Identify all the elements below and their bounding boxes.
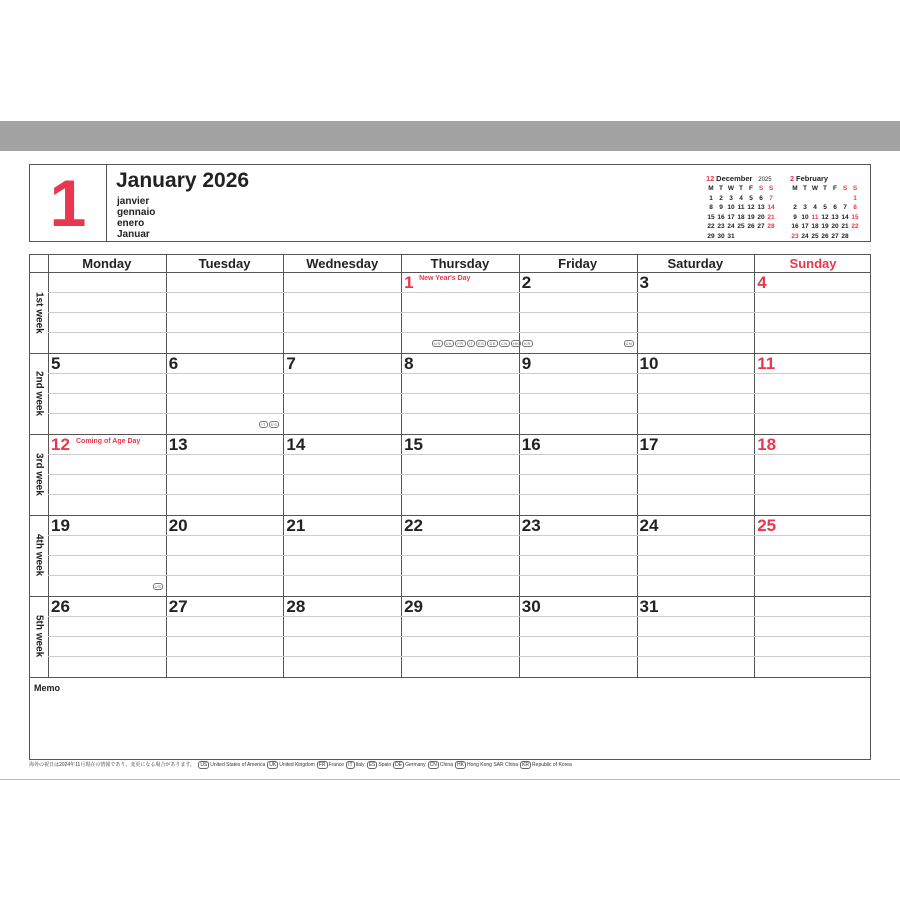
country-tag: IT: [468, 341, 474, 346]
mini-next-date: 20: [831, 223, 839, 230]
memo-label: Memo: [34, 683, 61, 693]
day-number: 4: [757, 273, 767, 292]
mini-prev-date: [756, 232, 766, 242]
footer-country-name: Germany: [405, 762, 426, 768]
mini-prev-date: [736, 232, 746, 242]
mini-next-date: 18: [811, 223, 819, 230]
top-gray-band: [0, 121, 900, 151]
writing-line: [48, 454, 870, 455]
dow-header-sunday: Sunday: [789, 256, 837, 271]
footer-country-code: UK: [269, 762, 277, 768]
column-divider: [754, 255, 755, 677]
country-tag: KR: [524, 341, 531, 346]
mini-prev-date: 9: [719, 204, 723, 211]
footer-country-name: Spain: [378, 762, 392, 768]
mini-prev-date: 11: [737, 204, 745, 211]
header-divider: [30, 272, 870, 273]
mini-prev-date: 2: [719, 194, 723, 202]
mini-next-date: 4: [813, 204, 817, 211]
day-number: 8: [404, 354, 414, 373]
mini-prev-date: 26: [747, 223, 755, 230]
mini-next-date: 7: [843, 204, 847, 211]
mini-next-grid: [790, 184, 860, 241]
day-number: 2: [521, 273, 532, 292]
mini-prev-date: 5: [749, 194, 753, 202]
dow-header-saturday: Saturday: [667, 256, 724, 271]
footer-country-code: CN: [429, 762, 437, 768]
week-divider: [30, 434, 870, 435]
month-header: [29, 164, 871, 242]
country-tag: UK: [445, 341, 453, 346]
mini-next-date: [800, 194, 810, 204]
mini-next-date: [810, 194, 820, 204]
day-number: 23: [521, 516, 541, 535]
week-label: 4th week: [33, 534, 45, 577]
week-divider: [30, 677, 870, 678]
day-number: 24: [639, 516, 659, 535]
mini-next-month-num: 2: [790, 174, 795, 183]
mini-prev-date: 20: [757, 213, 765, 221]
mini-prev-date: 18: [737, 213, 745, 221]
writing-line: [48, 292, 870, 293]
mini-prev-date: 7: [769, 194, 773, 202]
mini-prev-date: 6: [759, 194, 763, 202]
mini-next-date: 14: [841, 213, 849, 221]
week-label-divider: [48, 255, 49, 677]
page-title: January 2026: [116, 169, 250, 192]
mini-prev-month-num: 12: [706, 174, 715, 183]
mini-next-date: [790, 194, 800, 204]
dow-header-tuesday: Tuesday: [198, 256, 251, 271]
week-label: 3rd week: [33, 453, 45, 496]
mini-prev-date: 17: [727, 213, 735, 221]
week-label: 5th week: [33, 615, 45, 658]
footer-country-name: Italy: [355, 762, 365, 768]
mini-prev-dow: T: [739, 185, 743, 192]
mini-prev-date: 31: [727, 232, 735, 240]
mini-next-date: [830, 194, 840, 204]
day-number: 27: [168, 597, 188, 616]
mini-prev-date: 13: [757, 204, 765, 211]
dow-header-friday: Friday: [558, 256, 598, 271]
writing-line: [48, 636, 870, 637]
mini-next-date: 9: [793, 213, 797, 221]
holiday-label: Coming of Age Day: [76, 438, 141, 445]
holiday-label: New Year's Day: [419, 275, 471, 282]
mini-next-date: [850, 232, 860, 242]
column-divider: [519, 255, 520, 677]
week-divider: [30, 353, 870, 354]
day-number: 20: [168, 516, 188, 535]
mini-calendar-next: [790, 174, 860, 241]
day-number: 16: [521, 435, 541, 454]
mini-next-date: 22: [851, 223, 859, 230]
week-divider: [30, 515, 870, 516]
month-name-de: Januar: [117, 229, 150, 240]
country-tag: DE: [489, 341, 497, 346]
footer-country-code: KR: [522, 762, 530, 768]
day-number: 10: [639, 354, 659, 373]
mini-prev-date: 3: [729, 194, 733, 202]
footer-country-name: France: [328, 762, 345, 768]
month-names: [117, 196, 155, 240]
week-label: 1st week: [33, 291, 45, 334]
mini-prev-date: 29: [707, 232, 715, 240]
mini-next-date: 11: [811, 213, 819, 221]
country-tag: ES: [478, 341, 485, 346]
mini-prev-date: 21: [767, 213, 775, 221]
mini-prev-date: 23: [717, 223, 725, 230]
writing-line: [48, 535, 870, 536]
day-number: 13: [168, 435, 188, 454]
writing-line: [48, 413, 870, 414]
mini-prev-date: [746, 232, 756, 242]
mini-prev-date: 12: [747, 204, 755, 211]
mini-next-date: 24: [801, 232, 809, 240]
intl-holiday-tags: [623, 340, 635, 347]
writing-line: [48, 312, 870, 313]
footer-country-name: United Kingdom: [279, 762, 315, 768]
mini-prev-year: 2025: [758, 177, 772, 183]
week-divider: [30, 596, 870, 597]
country-tag: ES: [270, 422, 278, 427]
intl-holiday-tags: [152, 583, 164, 590]
footer-legend: [29, 761, 572, 769]
month-name-fr: janvier: [117, 196, 150, 207]
mini-next-date: 8: [853, 204, 857, 211]
writing-line: [48, 373, 870, 374]
mini-prev-date: 1: [709, 194, 713, 202]
mini-next-date: 17: [801, 223, 809, 230]
mini-prev-date: 25: [737, 223, 745, 230]
mini-prev-date: 8: [709, 204, 713, 211]
footer-country-code: DE: [395, 762, 403, 768]
mini-next-date: 1: [853, 194, 857, 202]
country-tag: CN: [625, 341, 633, 346]
mini-next-dow: W: [811, 185, 819, 192]
dow-header-monday: Monday: [82, 256, 132, 271]
country-tag: HK: [512, 341, 520, 346]
mini-prev-date: 27: [757, 223, 765, 230]
mini-next-date: 26: [821, 232, 829, 240]
day-number: 17: [639, 435, 659, 454]
footer-country-name: Hong Kong SAR China: [466, 762, 519, 768]
mini-prev-dow: S: [768, 185, 774, 192]
month-grid: [29, 254, 871, 760]
footer-country-code: IT: [348, 762, 353, 768]
writing-line: [48, 474, 870, 475]
day-number: 9: [521, 354, 532, 373]
mini-prev-dow: S: [758, 185, 764, 192]
footer-country-name: Republic of Korea: [532, 762, 572, 768]
writing-line: [48, 575, 870, 576]
footer-country-name: China: [439, 762, 453, 768]
day-number: 7: [286, 354, 296, 373]
dow-header-thursday: Thursday: [430, 256, 490, 271]
writing-line: [48, 656, 870, 657]
country-tag: US: [434, 341, 441, 346]
day-number: 21: [286, 516, 306, 535]
mini-next-dow: S: [852, 185, 858, 192]
mini-prev-dow: F: [749, 185, 753, 192]
day-number: 22: [404, 516, 424, 535]
mini-next-date: 13: [831, 213, 839, 221]
writing-line: [48, 494, 870, 495]
mini-next-date: 6: [833, 204, 837, 211]
mini-next-dow: M: [792, 185, 798, 192]
day-number: 26: [51, 597, 70, 616]
day-number: 29: [404, 597, 424, 616]
mini-next-date: 23: [791, 232, 799, 240]
footer-country-code: ES: [368, 762, 376, 768]
footer-country-code: HK: [456, 762, 464, 768]
mini-prev-date: 19: [747, 213, 755, 221]
day-number: 3: [639, 273, 649, 292]
day-number: 14: [286, 435, 306, 454]
mini-next-date: 15: [851, 213, 859, 221]
mini-next-date: 19: [821, 223, 829, 230]
country-tag: CN: [501, 341, 508, 346]
day-number: 18: [757, 435, 777, 454]
day-number: 25: [757, 516, 777, 535]
week-label: 2nd week: [33, 370, 45, 417]
day-number: 15: [404, 435, 424, 454]
country-tag: US: [154, 584, 162, 589]
mini-calendar-prev: [706, 174, 776, 241]
mini-prev-dow: M: [708, 185, 714, 192]
day-number: 19: [51, 516, 70, 535]
writing-line: [48, 332, 870, 333]
day-number: 28: [286, 597, 306, 616]
mini-prev-grid: [706, 184, 776, 241]
mini-next-dow: T: [803, 185, 807, 192]
country-tag: IT: [261, 422, 266, 427]
mini-next-dow: F: [833, 185, 837, 192]
day-number: 12: [51, 435, 70, 454]
writing-line: [48, 616, 870, 617]
mini-prev-date: 22: [707, 223, 715, 230]
day-number: 1: [404, 273, 414, 292]
column-divider: [166, 255, 167, 677]
mini-prev-dow: W: [727, 185, 735, 192]
footer-country-code: FR: [318, 762, 326, 768]
day-number: 31: [639, 597, 659, 616]
mini-prev-date: [766, 232, 776, 242]
mini-next-dow: S: [842, 185, 848, 192]
mini-next-date: 3: [803, 204, 807, 211]
footer-country-code: US: [200, 762, 208, 768]
column-divider: [283, 255, 284, 677]
mini-prev-date: 15: [707, 213, 715, 221]
mini-next-date: 25: [811, 232, 819, 240]
mini-prev-date: 14: [767, 204, 775, 211]
mini-prev-date: 28: [767, 223, 775, 230]
mini-prev-dow: T: [719, 185, 723, 192]
mini-next-date: [840, 194, 850, 204]
mini-prev-date: 24: [727, 223, 735, 230]
writing-line: [48, 393, 870, 394]
mini-next-date: 27: [831, 232, 839, 240]
mini-next-date: 16: [791, 223, 799, 230]
month-number: 1: [30, 165, 107, 241]
mini-prev-date: 4: [739, 194, 743, 202]
mini-prev-month-name: December: [716, 174, 753, 183]
mini-next-date: [820, 194, 830, 204]
mini-next-month-name: February: [795, 174, 829, 183]
mini-next-date: 28: [841, 232, 849, 240]
mini-next-date: 12: [821, 213, 829, 221]
mini-prev-date: 30: [717, 232, 725, 240]
day-number: 5: [51, 354, 61, 373]
country-tag: FR: [457, 341, 464, 346]
column-divider: [637, 255, 638, 677]
day-number: 6: [168, 354, 179, 373]
month-name-es: enero: [117, 218, 145, 229]
mini-next-date: 5: [823, 204, 827, 211]
writing-line: [48, 555, 870, 556]
footer-note: 海外の祝日は2024年11月現在の情報であり、変更になる場合があります。: [29, 762, 195, 768]
mini-next-dow: T: [823, 185, 827, 192]
mini-prev-date: 16: [717, 213, 725, 221]
month-name-it: gennaio: [117, 207, 156, 218]
intl-holiday-tags: [431, 340, 533, 347]
intl-holiday-tags: [258, 421, 279, 428]
mini-next-date: 10: [801, 213, 809, 221]
mini-next-date: 2: [793, 204, 797, 211]
mini-next-date: 21: [841, 223, 849, 230]
footer-country-name: United States of America: [210, 762, 266, 768]
day-number: 11: [757, 354, 776, 373]
column-divider: [401, 255, 402, 677]
dow-header-wednesday: Wednesday: [306, 256, 379, 271]
mini-prev-date: 10: [727, 204, 735, 211]
day-number: 30: [521, 597, 541, 616]
